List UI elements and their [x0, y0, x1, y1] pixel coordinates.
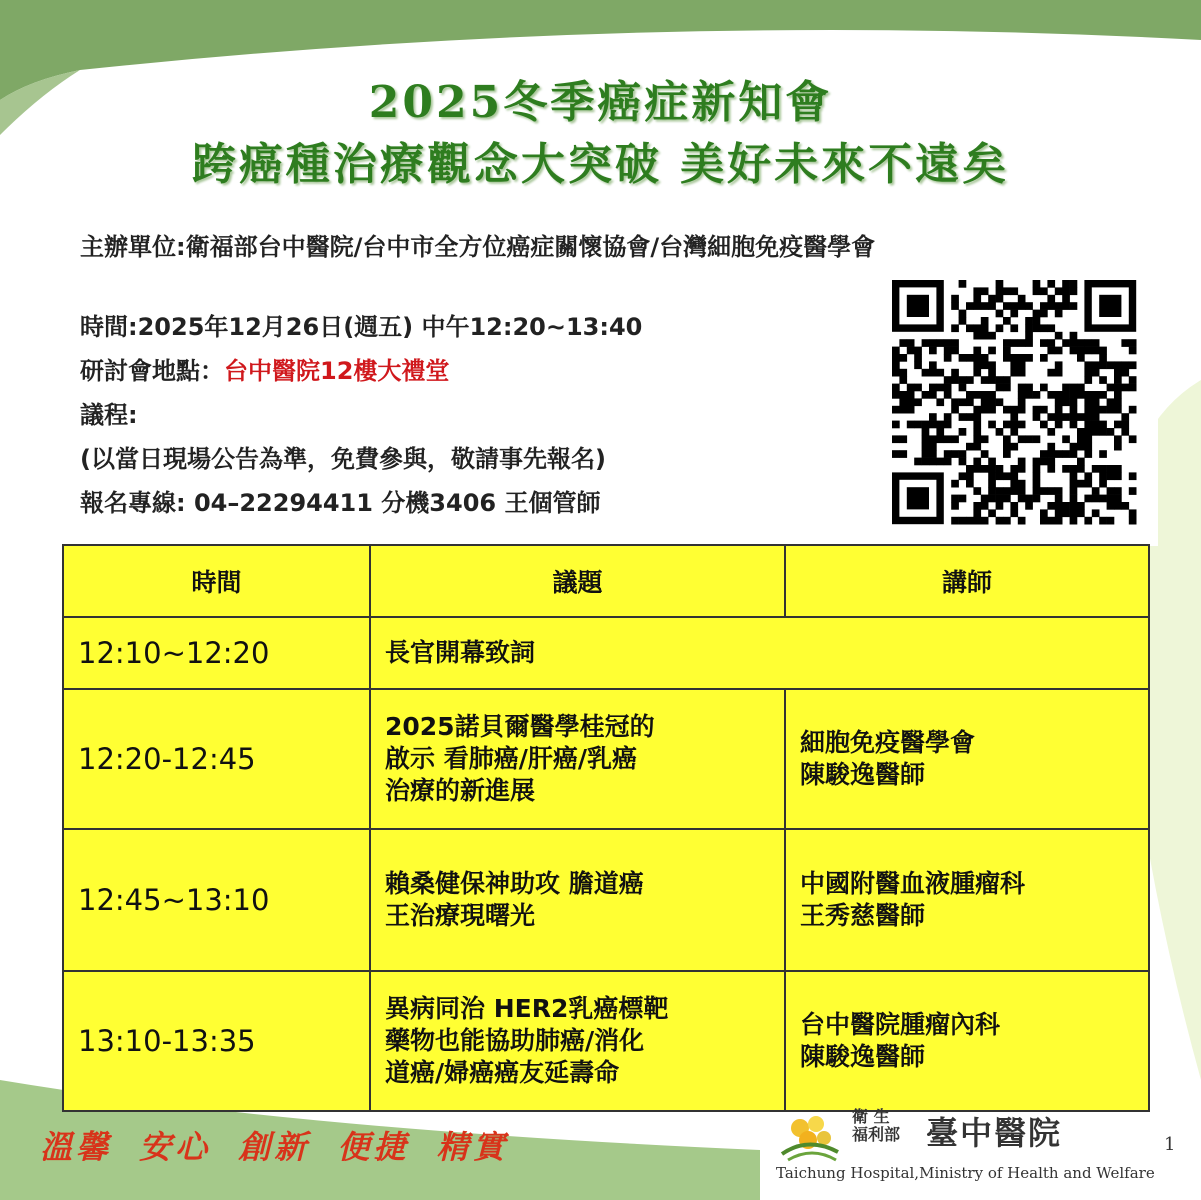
venue-line — [80, 354, 870, 388]
table-row — [63, 829, 1149, 971]
topic-line: 異病同治 HER2乳癌標靶 — [385, 994, 669, 1023]
table-header-row — [63, 545, 1149, 617]
row-speaker — [785, 689, 1149, 829]
agenda-label: 議程: — [80, 401, 138, 429]
logo-ministry-text — [852, 1108, 900, 1144]
speaker-line: 中國附醫血液腫瘤科 — [800, 869, 1026, 898]
qr-code[interactable] — [878, 268, 1158, 546]
row-speaker — [785, 971, 1149, 1111]
row-time: 12:10~12:20 — [63, 617, 370, 689]
venue-label: 研討會地點： — [80, 357, 224, 385]
agenda-table — [62, 544, 1150, 1112]
speaker-line: 台中醫院腫瘤內科 — [800, 1010, 1001, 1039]
table-row — [63, 617, 1149, 689]
topic-line: 藥物也能協助肺癌/消化 — [385, 1026, 645, 1055]
speaker-line: 陳駿逸醫師 — [800, 1042, 926, 1071]
table-row — [63, 971, 1149, 1111]
topic-line: 長官開幕致詞 — [385, 638, 536, 667]
organizer-text: 主辦單位:衛福部台中醫院/台中市全方位癌症關懷協會/台灣細胞免疫醫學會 — [80, 233, 876, 261]
logo-small-line: 福利部 — [852, 1125, 901, 1144]
page-subtitle: 跨癌種治療觀念大突破 美好未來不遠矣 — [191, 139, 1010, 190]
topic-line: 治療的新進展 — [385, 776, 536, 805]
header-topic: 議題 — [370, 545, 785, 617]
slogan: 溫馨 安心 創新 便捷 精實 — [40, 1128, 509, 1166]
hotline-text: 報名專線: 04–22294411 分機3406 王個管師 — [80, 489, 601, 517]
speaker-line: 王秀慈醫師 — [800, 901, 926, 930]
time-text: 時間:2025年12月26日(週五) 中午12:20~13:40 — [80, 313, 643, 341]
header-speaker: 講師 — [785, 545, 1149, 617]
header-time: 時間 — [63, 545, 370, 617]
topic-line: 賴桑健保神助攻 膽道癌 — [385, 869, 644, 898]
logo-small-line: 衛 生 — [852, 1107, 890, 1126]
venue-value: 台中醫院12樓大禮堂 — [224, 357, 450, 385]
page-title: 2025冬季癌症新知會 — [368, 77, 833, 128]
row-topic — [370, 829, 785, 971]
topic-line: 王治療現曙光 — [385, 901, 536, 930]
page-number: 1 — [1164, 1134, 1176, 1155]
speaker-line: 陳駿逸醫師 — [800, 760, 926, 789]
logo-hospital-name: 臺中醫院 — [926, 1114, 1063, 1152]
row-speaker — [785, 829, 1149, 971]
table-row — [63, 689, 1149, 829]
row-topic — [370, 617, 1149, 689]
topic-line: 2025諾貝爾醫學桂冠的 — [385, 712, 655, 741]
topic-line: 道癌/婦癌癌友延壽命 — [385, 1058, 620, 1087]
hospital-logo — [776, 1104, 1156, 1194]
note-text: (以當日現場公告為準，免費參與，敬請事先報名) — [80, 445, 606, 473]
row-time: 12:20-12:45 — [63, 689, 370, 829]
flower-emblem-icon — [778, 1106, 842, 1162]
topic-line: 啟示 看肺癌/肝癌/乳癌 — [385, 744, 637, 773]
row-time: 13:10-13:35 — [63, 971, 370, 1111]
row-topic — [370, 689, 785, 829]
speaker-line: 細胞免疫醫學會 — [800, 728, 976, 757]
row-topic — [370, 971, 785, 1111]
logo-english-name: Taichung Hospital,Ministry of Health and Welfare — [776, 1164, 1155, 1182]
row-time: 12:45~13:10 — [63, 829, 370, 971]
